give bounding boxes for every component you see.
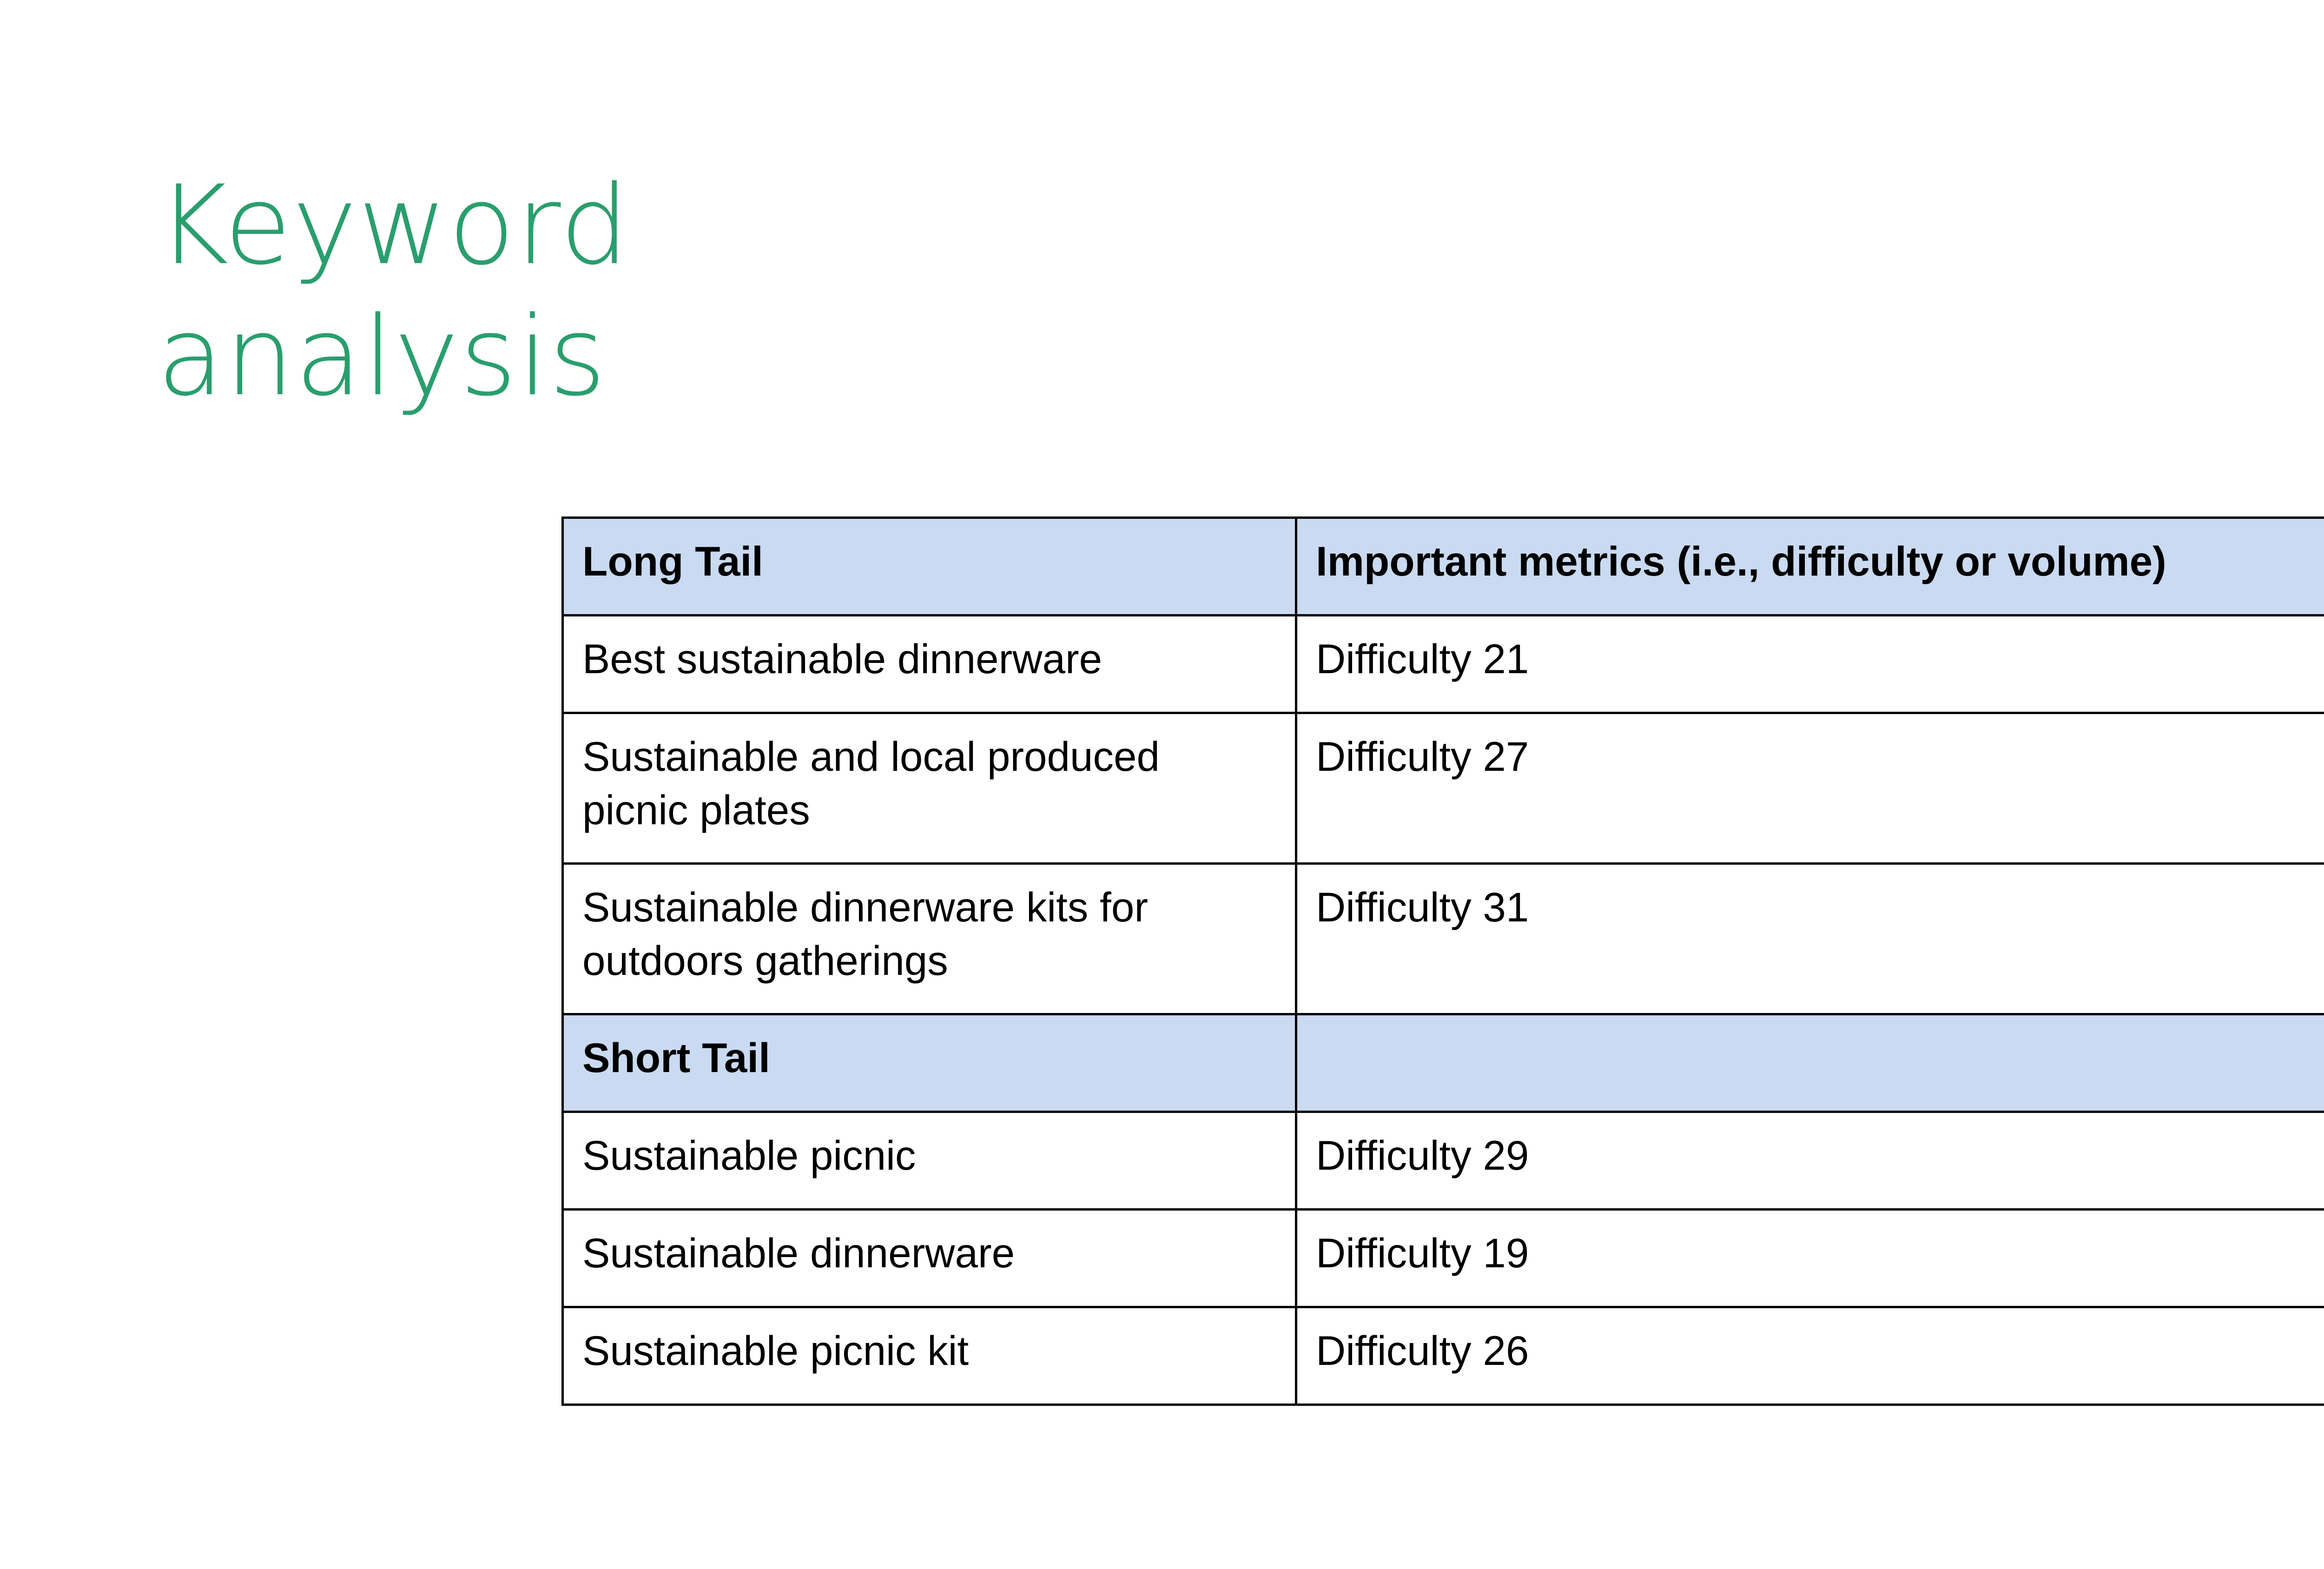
table-row bbox=[563, 1307, 2324, 1405]
header-cell bbox=[1296, 1014, 2324, 1112]
long-tail-header-row bbox=[563, 518, 2324, 616]
header-cell: Important metrics (i.e., difficulty or volume) bbox=[1296, 518, 2324, 616]
table-row bbox=[563, 1210, 2324, 1307]
table-row bbox=[563, 1112, 2324, 1210]
keyword-cell: Best sustainable dinnerware bbox=[563, 616, 1296, 713]
keyword-cell: Sustainable and local produced picnic plates bbox=[563, 713, 1296, 864]
keyword-cell: Sustainable picnic kit bbox=[563, 1307, 1296, 1405]
keyword-table bbox=[561, 516, 2324, 1406]
keyword-cell: Sustainable dinnerware bbox=[563, 1210, 1296, 1307]
metric-cell: Difficulty 26 bbox=[1296, 1307, 2324, 1405]
table-row bbox=[563, 713, 2324, 864]
metric-cell: Difficulty 31 bbox=[1296, 864, 2324, 1014]
slide-title-line: Keyword bbox=[157, 162, 630, 289]
metric-cell: Difficulty 19 bbox=[1296, 1210, 2324, 1307]
keyword-cell: Sustainable dinnerware kits for outdoors gatherings bbox=[563, 864, 1296, 1014]
metric-cell: Difficulty 21 bbox=[1296, 616, 2324, 713]
table-row bbox=[563, 616, 2324, 713]
header-cell: Long Tail bbox=[563, 518, 1296, 616]
metric-cell: Difficulty 29 bbox=[1296, 1112, 2324, 1210]
short-tail-header-row bbox=[563, 1014, 2324, 1112]
table-row bbox=[563, 864, 2324, 1014]
header-cell: Short Tail bbox=[563, 1014, 1296, 1112]
slide-title-line: analysis bbox=[157, 293, 607, 420]
metric-cell: Difficulty 27 bbox=[1296, 713, 2324, 864]
slide-title bbox=[157, 160, 630, 423]
keyword-cell: Sustainable picnic bbox=[563, 1112, 1296, 1210]
